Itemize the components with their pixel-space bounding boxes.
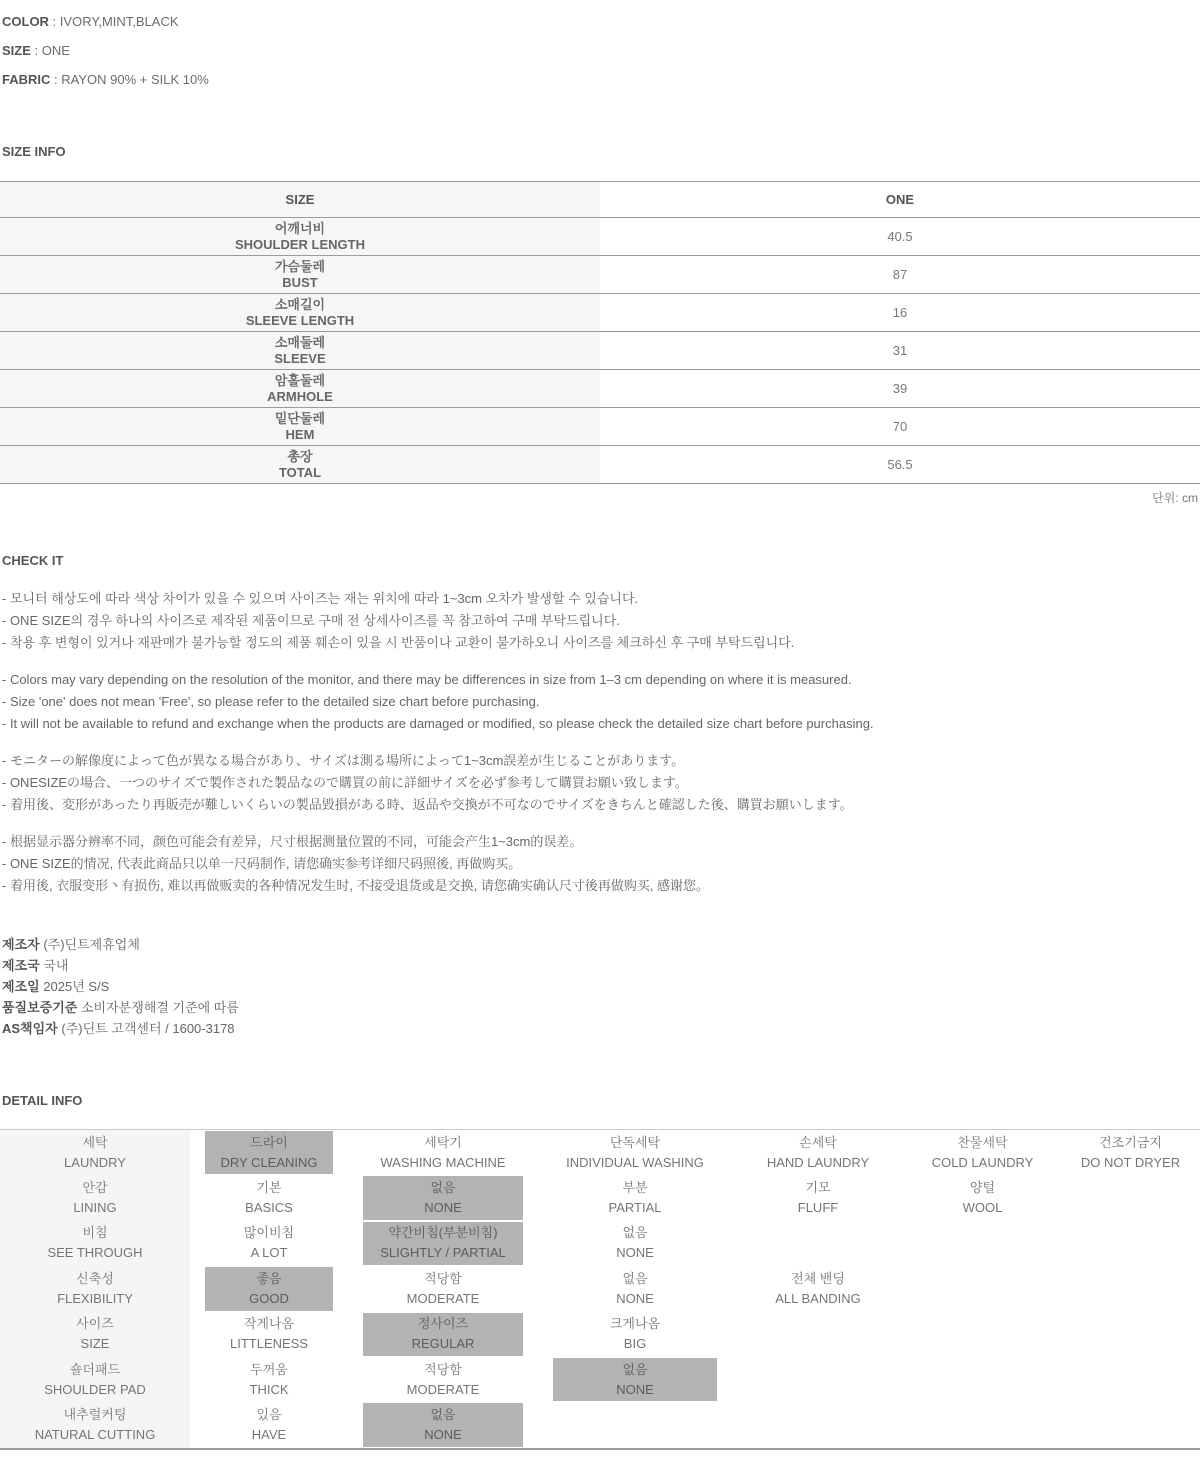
size-label-cell [0,446,600,484]
detail-option-cell [1061,1266,1200,1311]
detail-option [538,1130,732,1175]
detail-option-cell [538,1402,732,1447]
detail-option [732,1175,904,1220]
detail-option-cell [904,1266,1061,1311]
manufacturer-label: 품질보증기준 [2,1000,78,1015]
detail-option-cell [538,1175,732,1220]
detail-option-cell [732,1312,904,1357]
category-label-kr: 내추럴커팅 [63,1407,127,1423]
attribute-line-fabric [2,65,1200,94]
note-line: - 着用後、変形があったり再販売が難しいくらいの製品毀損がある時、返品や交換が不可なのでサイズをきちんと確認した後、購買お願いします。 [2,797,853,812]
size-label-en: SLEEVE [274,350,326,366]
detail-option-cell [348,1357,538,1402]
size-label-kr: 소매둘레 [274,334,326,350]
detail-option [732,1266,904,1311]
manufacturer-line [2,934,1200,955]
option-label-en: INDIVIDUAL WASHING [566,1154,704,1170]
option-label-kr: 좋음 [256,1270,282,1286]
option-label-en: NONE [424,1427,462,1443]
detail-option-cell [732,1175,904,1220]
size-label-en: HEM [285,426,315,442]
attribute-label: SIZE [2,43,31,58]
note-line: - ONE SIZE의 경우 하나의 사이즈로 제작된 제품이므로 구매 전 상세사이즈를 꼭 참고하여 구매 부탁드립니다. [2,613,620,628]
manufacturer-label: AS책임자 [2,1021,58,1036]
check-it-notes [0,588,1200,897]
size-value-cell: 16 [600,294,1200,332]
detail-option-cell [538,1312,732,1357]
detail-option [190,1357,348,1402]
note-line: - モニターの解像度によって色が異なる場合があり、サイズは測る場所によって1~3cm誤差が生じることがあります。 [2,753,685,768]
detail-option-cell [190,1130,348,1175]
option-label-kr: 드라이 [250,1134,288,1150]
note-paragraph-korean [2,588,1200,654]
detail-option [1061,1130,1200,1175]
size-label-cell [0,218,600,256]
detail-category-cell [0,1130,190,1175]
option-label-kr: 많이비침 [243,1225,295,1241]
size-table-header-one: ONE [600,182,1200,218]
size-value-cell: 56.5 [600,446,1200,484]
detail-option-cell [538,1357,732,1402]
attribute-line-size [2,36,1200,65]
option-label-en: FLUFF [797,1200,839,1216]
detail-category-cell [0,1402,190,1447]
size-table-header-size: SIZE [0,182,600,218]
detail-option-cell [904,1312,1061,1357]
option-label-en: HAND LAUNDRY [766,1154,870,1170]
size-label-cell [0,256,600,294]
attribute-value: ONE [41,43,70,58]
category-label-kr: 숄더패드 [69,1361,121,1377]
size-label-cell [0,370,600,408]
note-line: - 根据显示器分辨率不同，颜色可能会有差异，尺寸根据测量位置的不同，可能会产生1~3cm的误差。 [2,834,583,849]
option-label-en: REGULAR [411,1336,475,1352]
manufacturer-line [2,997,1200,1018]
attribute-label: FABRIC [2,72,51,87]
detail-option-cell [538,1266,732,1311]
detail-option-cell [348,1175,538,1220]
option-label-kr: 적당함 [424,1361,462,1377]
option-label-kr: 전체 밴딩 [791,1270,845,1286]
option-label-kr: 없음 [430,1407,456,1423]
manufacturer-value: 소비자분쟁해결 기준에 따름 [80,1000,239,1015]
attribute-separator: : [50,72,62,87]
option-label-kr: 기모 [805,1180,831,1196]
option-label-kr: 없음 [622,1225,648,1241]
detail-option [538,1175,732,1220]
detail-option-cell [190,1402,348,1447]
category-label-kr: 사이즈 [76,1316,114,1332]
category-label-en: LAUNDRY [64,1154,126,1170]
option-label-en: THICK [249,1381,289,1397]
note-line: - Size 'one' does not mean 'Free', so please refer to the detailed size chart before purchasing. [2,694,540,709]
size-table-row [0,294,1200,332]
product-attributes [0,7,1200,94]
detail-category-cell [0,1266,190,1311]
detail-option-cell [1061,1357,1200,1402]
detail-option-cell [348,1312,538,1357]
size-label-en: ARMHOLE [267,388,333,404]
size-label-en: TOTAL [278,464,322,480]
size-value-cell: 39 [600,370,1200,408]
size-label-kr: 암홀둘레 [274,372,326,388]
size-value-cell: 87 [600,256,1200,294]
detail-info-heading: DETAIL INFO [2,1093,83,1108]
detail-option [190,1175,348,1220]
size-table-row [0,408,1200,446]
manufacturer-value: (주)딘트 고객센터 / 1600-3178 [61,1021,235,1036]
option-label-kr: 크게나옴 [609,1316,661,1332]
option-label-en: ALL BANDING [775,1290,861,1306]
detail-option [904,1130,1061,1175]
note-line: - ONE SIZE的情况, 代表此商品只以单一尺码制作, 请您确实参考详细尺码照後, 再做购买。 [2,856,522,871]
note-line: - 착용 후 변형이 있거나 재판매가 불가능할 정도의 제품 훼손이 있을 시 반품이나 교환이 불가하오니 사이즈를 체크하신 후 구매 부탁드립니다. [2,635,795,650]
option-label-en: NONE [424,1200,462,1216]
manufacturer-info [0,934,1200,1039]
note-paragraph-chinese [2,831,1200,897]
size-label-kr: 어깨너비 [274,220,326,236]
detail-option [348,1130,538,1175]
category-label-en: SIZE [80,1336,110,1352]
category-label-kr: 안감 [82,1180,108,1196]
size-label-cell [0,408,600,446]
detail-option-selected [363,1313,523,1356]
option-label-en: DRY CLEANING [220,1154,318,1170]
option-label-en: LITTLENESS [229,1336,309,1352]
option-label-en: PARTIAL [608,1200,662,1216]
option-label-en: MODERATE [406,1381,480,1397]
category-label-en: NATURAL CUTTING [34,1427,156,1443]
option-label-en: A LOT [250,1245,288,1261]
size-value-cell: 40.5 [600,218,1200,256]
detail-option-cell [190,1312,348,1357]
note-line: - 着用後, 衣服变形丶有损伤, 难以再做贩卖的各种情况发生时, 不接受退货或是交换, 请您确实确认尺寸後再做购买, 感谢您。 [2,878,710,893]
detail-option-cell [190,1266,348,1311]
detail-option-cell [1061,1312,1200,1357]
option-label-en: WOOL [962,1200,1003,1216]
detail-option [904,1175,1061,1220]
detail-option-selected [205,1267,333,1310]
manufacturer-label: 제조자 [2,937,40,952]
option-label-en: GOOD [249,1290,289,1306]
option-label-kr: 건조기금지 [1099,1134,1162,1150]
size-info-heading: SIZE INFO [2,144,66,159]
attribute-value: RAYON 90% + SILK 10% [61,72,209,87]
detail-option-cell [732,1357,904,1402]
option-label-en: WASHING MACHINE [380,1154,506,1170]
detail-option-cell [732,1402,904,1447]
category-label-en: SEE THROUGH [47,1245,143,1261]
detail-category-cell [0,1175,190,1220]
detail-option [348,1266,538,1311]
option-label-kr: 없음 [622,1361,648,1377]
detail-grid [0,1129,1200,1450]
detail-option-cell [190,1357,348,1402]
attribute-value: IVORY,MINT,BLACK [59,14,179,29]
size-table-row [0,332,1200,370]
option-label-en: BASICS [245,1200,293,1216]
detail-option-cell [732,1266,904,1311]
detail-option-cell [348,1130,538,1175]
category-label-kr: 신축성 [76,1270,114,1286]
option-label-kr: 두꺼움 [250,1361,288,1377]
detail-option-selected [363,1403,523,1446]
size-table-row [0,218,1200,256]
size-table-header-row [0,182,1200,218]
detail-option [190,1221,348,1266]
detail-option [538,1312,732,1357]
detail-option-cell [190,1221,348,1266]
attribute-line-color [2,7,1200,36]
option-label-en: BIG [623,1336,647,1352]
size-table [0,181,1200,484]
category-label-kr: 비침 [82,1225,108,1241]
option-label-en: DO NOT DRYER [1080,1154,1181,1170]
detail-option-cell [732,1130,904,1175]
option-label-kr: 기본 [256,1180,282,1196]
option-label-kr: 찬물세탁 [957,1134,1008,1150]
manufacturer-value: (주)딘트제휴업체 [43,937,140,952]
option-label-en: NONE [616,1290,654,1306]
detail-option [348,1357,538,1402]
option-label-kr: 약간비침(부분비침) [388,1225,498,1241]
category-label-en: LINING [73,1200,117,1216]
size-value-cell: 70 [600,408,1200,446]
detail-category-cell [0,1312,190,1357]
option-label-kr: 양털 [969,1180,996,1196]
detail-option-selected [363,1222,523,1265]
size-table-row [0,446,1200,484]
detail-option-cell [190,1175,348,1220]
note-line: - Colors may vary depending on the resolution of the monitor, and there may be differences in size from 1–3 cm depending on where it is measured. [2,672,852,687]
note-paragraph-english [2,669,1200,735]
option-label-en: NONE [616,1245,654,1261]
detail-option-cell [904,1221,1061,1266]
manufacturer-value: 국내 [43,958,69,973]
detail-option [538,1221,732,1266]
detail-option-cell [538,1130,732,1175]
option-label-kr: 손세탁 [799,1134,837,1150]
option-label-en: SLIGHTLY / PARTIAL [380,1245,506,1261]
manufacturer-value: 2025년 S/S [43,979,110,994]
detail-option-cell [904,1402,1061,1447]
detail-option-cell [904,1357,1061,1402]
size-label-en: SLEEVE LENGTH [245,312,355,328]
detail-option-cell [904,1175,1061,1220]
detail-option [732,1130,904,1175]
detail-category-cell [0,1357,190,1402]
option-label-kr: 부분 [622,1180,648,1196]
size-table-row [0,256,1200,294]
size-label-kr: 소매길이 [274,296,326,312]
detail-option-cell [348,1266,538,1311]
size-value-cell: 31 [600,332,1200,370]
size-label-kr: 밑단둘레 [274,410,326,426]
check-it-heading: CHECK IT [2,553,64,568]
detail-option-cell [348,1402,538,1447]
detail-option-selected [363,1176,523,1219]
option-label-kr: 적당함 [424,1270,462,1286]
size-label-en: SHOULDER LENGTH [235,236,365,252]
size-table-row [0,370,1200,408]
category-label-en: SHOULDER PAD [44,1381,146,1397]
note-line: - It will not be available to refund and exchange when the products are damaged or modified, so please check the detailed size chart before purchasing. [2,716,874,731]
option-label-kr: 없음 [622,1270,648,1286]
detail-option-selected [553,1358,717,1401]
note-paragraph-japanese [2,750,1200,816]
detail-option-cell [348,1221,538,1266]
detail-option-cell [1061,1221,1200,1266]
attribute-separator: : [48,14,60,29]
size-label-en: BUST [282,274,318,290]
detail-option [190,1402,348,1447]
option-label-en: HAVE [251,1427,287,1443]
size-label-cell [0,294,600,332]
option-label-kr: 없음 [430,1180,456,1196]
detail-option-cell [904,1130,1061,1175]
detail-option [538,1266,732,1311]
manufacturer-line [2,1018,1200,1039]
option-label-en: NONE [616,1381,654,1397]
detail-option-cell [1061,1402,1200,1447]
detail-option-cell [1061,1130,1200,1175]
manufacturer-line [2,955,1200,976]
attribute-label: COLOR [2,14,49,29]
category-label-kr: 세탁 [82,1134,108,1150]
detail-option-cell [732,1221,904,1266]
note-line: - ONESIZEの場合、一つのサイズで製作された製品なので購買の前に詳細サイズを必ず参考して購買お願い致します。 [2,775,688,790]
detail-option-cell [538,1221,732,1266]
option-label-en: COLD LAUNDRY [931,1154,1034,1170]
detail-category-cell [0,1221,190,1266]
note-line: - 모니터 해상도에 따라 색상 차이가 있을 수 있으며 사이즈는 재는 위치에 따라 1~3cm 오차가 발생할 수 있습니다. [2,591,639,606]
size-label-kr: 가슴둘레 [274,258,326,274]
option-label-en: MODERATE [406,1290,480,1306]
option-label-kr: 정사이즈 [417,1316,469,1332]
unit-note: 단위: cm [1152,491,1198,505]
detail-option-cell [1061,1175,1200,1220]
manufacturer-line [2,976,1200,997]
size-label-kr: 총장 [287,448,313,464]
attribute-separator: : [30,43,42,58]
option-label-kr: 세탁기 [424,1134,462,1150]
category-label-en: FLEXIBILITY [57,1290,133,1306]
option-label-kr: 단독세탁 [609,1134,661,1150]
size-label-cell [0,332,600,370]
option-label-kr: 있음 [256,1407,282,1423]
option-label-kr: 작게나옴 [243,1316,295,1332]
detail-option [190,1312,348,1357]
detail-option-selected [205,1131,333,1174]
manufacturer-label: 제조국 [2,958,40,973]
manufacturer-label: 제조일 [2,979,40,994]
